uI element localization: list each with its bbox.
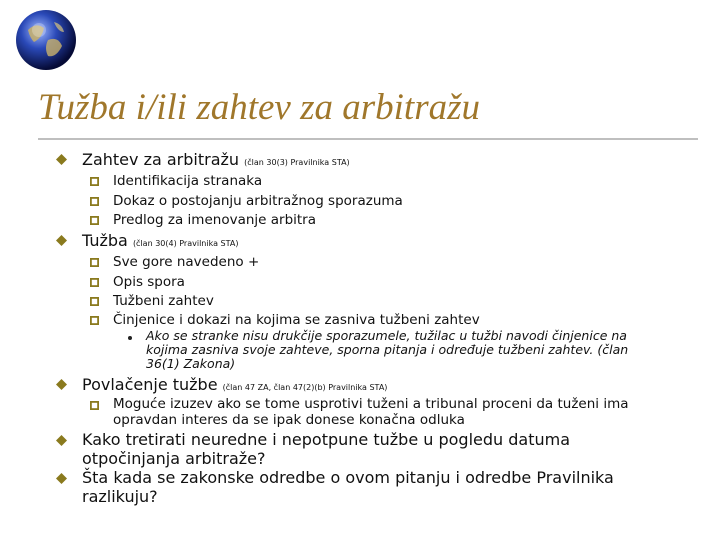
list-item: Tužbeni zahtev <box>113 293 214 309</box>
diamond-bullet-icon <box>56 473 67 484</box>
square-bullet-icon <box>90 278 99 287</box>
list-item: Kako tretirati neuredne i nepotpune tužbe u pogledu datuma otpočinjanja arbitraže? <box>82 430 571 468</box>
list-item: Zahtev za arbitražu (član 30(3) Pravilnika STA) <box>82 150 350 169</box>
square-bullet-icon <box>90 316 99 325</box>
diamond-bullet-icon <box>56 435 67 446</box>
list-item: Opis spora <box>113 274 185 290</box>
list-item: Ako se stranke nisu drukčije sporazumele, tužilac u tužbi navodi činjenice na kojima zasniva svoje zahteve, sporna pitanja i određuje tužbeni zahtev. (član 36(1) Zakona) <box>146 328 629 371</box>
square-bullet-icon <box>90 197 99 206</box>
list-item: Činjenice i dokazi na kojima se zasniva tužbeni zahtev <box>113 312 480 328</box>
diamond-bullet-icon <box>56 379 67 390</box>
square-bullet-icon <box>90 297 99 306</box>
square-bullet-icon <box>90 177 99 186</box>
square-bullet-icon <box>90 258 99 267</box>
diamond-bullet-icon <box>56 235 67 246</box>
list-item: Povlačenje tužbe (član 47 ZA, član 47(2)(b) Pravilnika STA) <box>82 375 388 394</box>
square-bullet-icon <box>90 401 99 410</box>
slide-title: Tužba i/ili zahtev za arbitražu <box>38 87 481 128</box>
diamond-bullet-icon <box>56 154 67 165</box>
list-item: Predlog za imenovanje arbitra <box>113 212 317 228</box>
square-bullet-icon <box>90 216 99 225</box>
dot-bullet-icon <box>128 336 132 340</box>
list-item: Šta kada se zakonske odredbe o ovom pitanju i odredbe Pravilnika razlikuju? <box>82 468 614 506</box>
list-item: Sve gore navedeno + <box>113 254 260 270</box>
list-item: Tužba (član 30(4) Pravilnika STA) <box>82 231 239 250</box>
list-item: Identifikacija stranaka <box>113 173 263 189</box>
list-item: Dokaz o postojanju arbitražnog sporazuma <box>113 193 403 209</box>
list-item: Moguće izuzev ako se tome usprotivi tuženi a tribunal proceni da tuženi ima opravdan interes da se ipak donese konačna odluka <box>113 396 629 428</box>
